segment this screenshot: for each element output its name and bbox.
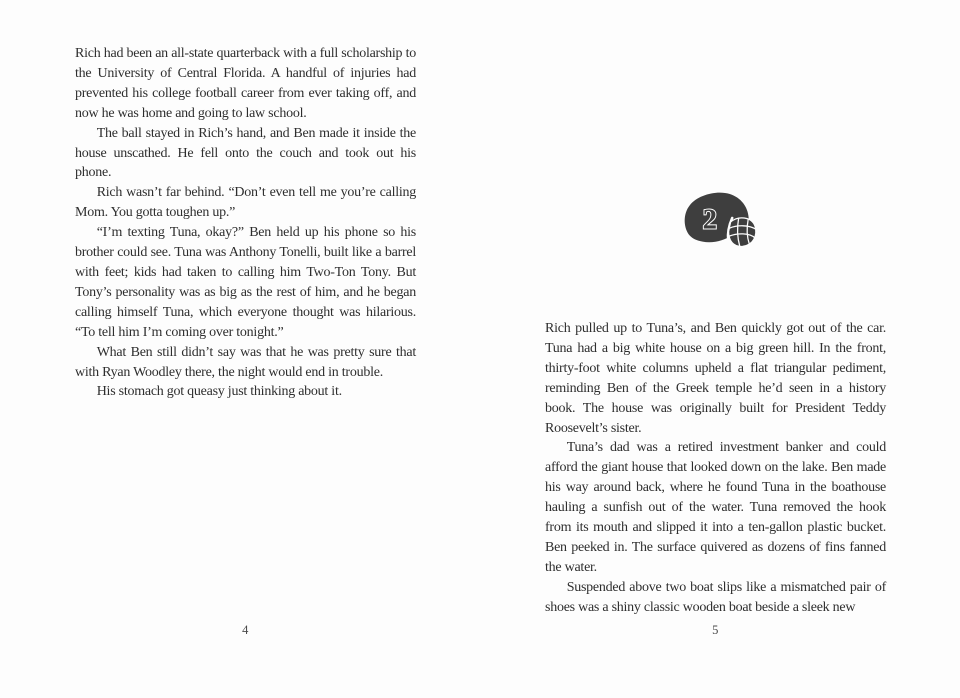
chapter-number: 2 bbox=[702, 203, 718, 236]
paragraph: Suspended above two boat slips like a mismatched pair of shoes was a shiny classic wooden boat beside a sleek new bbox=[545, 579, 886, 615]
right-page-text bbox=[545, 319, 886, 618]
paragraph: Rich wasn’t far behind. “Don’t even tell me you’re calling Mom. You gotta toughen up.” bbox=[75, 185, 416, 221]
left-page-text bbox=[75, 44, 416, 402]
paragraph: Rich pulled up to Tuna’s, and Ben quickly got out of the car. Tuna had a big white house on a big green hill. In the front, thirty-foot white columns upheld a flat triangular pediment, reminding Ben of the Greek temple he’d seen in a history book. The house was originally built for President Teddy Roosevelt’s sister. bbox=[545, 321, 886, 436]
page-number-right: 5 bbox=[712, 623, 719, 637]
paragraph: What Ben still didn’t say was that he was pretty sure that with Ryan Woodley there, the night would end in trouble. bbox=[75, 344, 416, 380]
paragraph: “I’m texting Tuna, okay?” Ben held up his phone so his brother could see. Tuna was Anthony Tonelli, built like a barrel with feet; kids had taken to calling him Two-Ton Tony. But Tony’s personality was as big as the rest of him, and he began calling himself Tuna, which everyone thought was hilarious. “To tell him I’m coming over tonight.” bbox=[75, 225, 416, 340]
football-helmet-icon bbox=[681, 189, 761, 255]
paragraph: Rich had been an all-state quarterback with a full scholarship to the University of Central Florida. A handful of injuries had prevented his college football career from ever taking off, and now he was home and going to law school. bbox=[75, 46, 416, 121]
paragraph: His stomach got queasy just thinking about it. bbox=[96, 384, 342, 400]
chapter-heading bbox=[681, 189, 761, 255]
page-number-left: 4 bbox=[242, 623, 249, 637]
paragraph: The ball stayed in Rich’s hand, and Ben made it inside the house unscathed. He fell onto the couch and took out his phone. bbox=[75, 125, 416, 181]
paragraph: Tuna’s dad was a retired investment banker and could afford the giant house that looked down on the lake. Ben made his way around back, where he found Tuna in the boathouse hauling a sunfish out of the water. Tuna removed the hook from its mouth and slipped it into a ten-gallon plastic bucket. Ben peeked in. The surface quivered as dozens of fins fanned the water. bbox=[545, 440, 886, 575]
